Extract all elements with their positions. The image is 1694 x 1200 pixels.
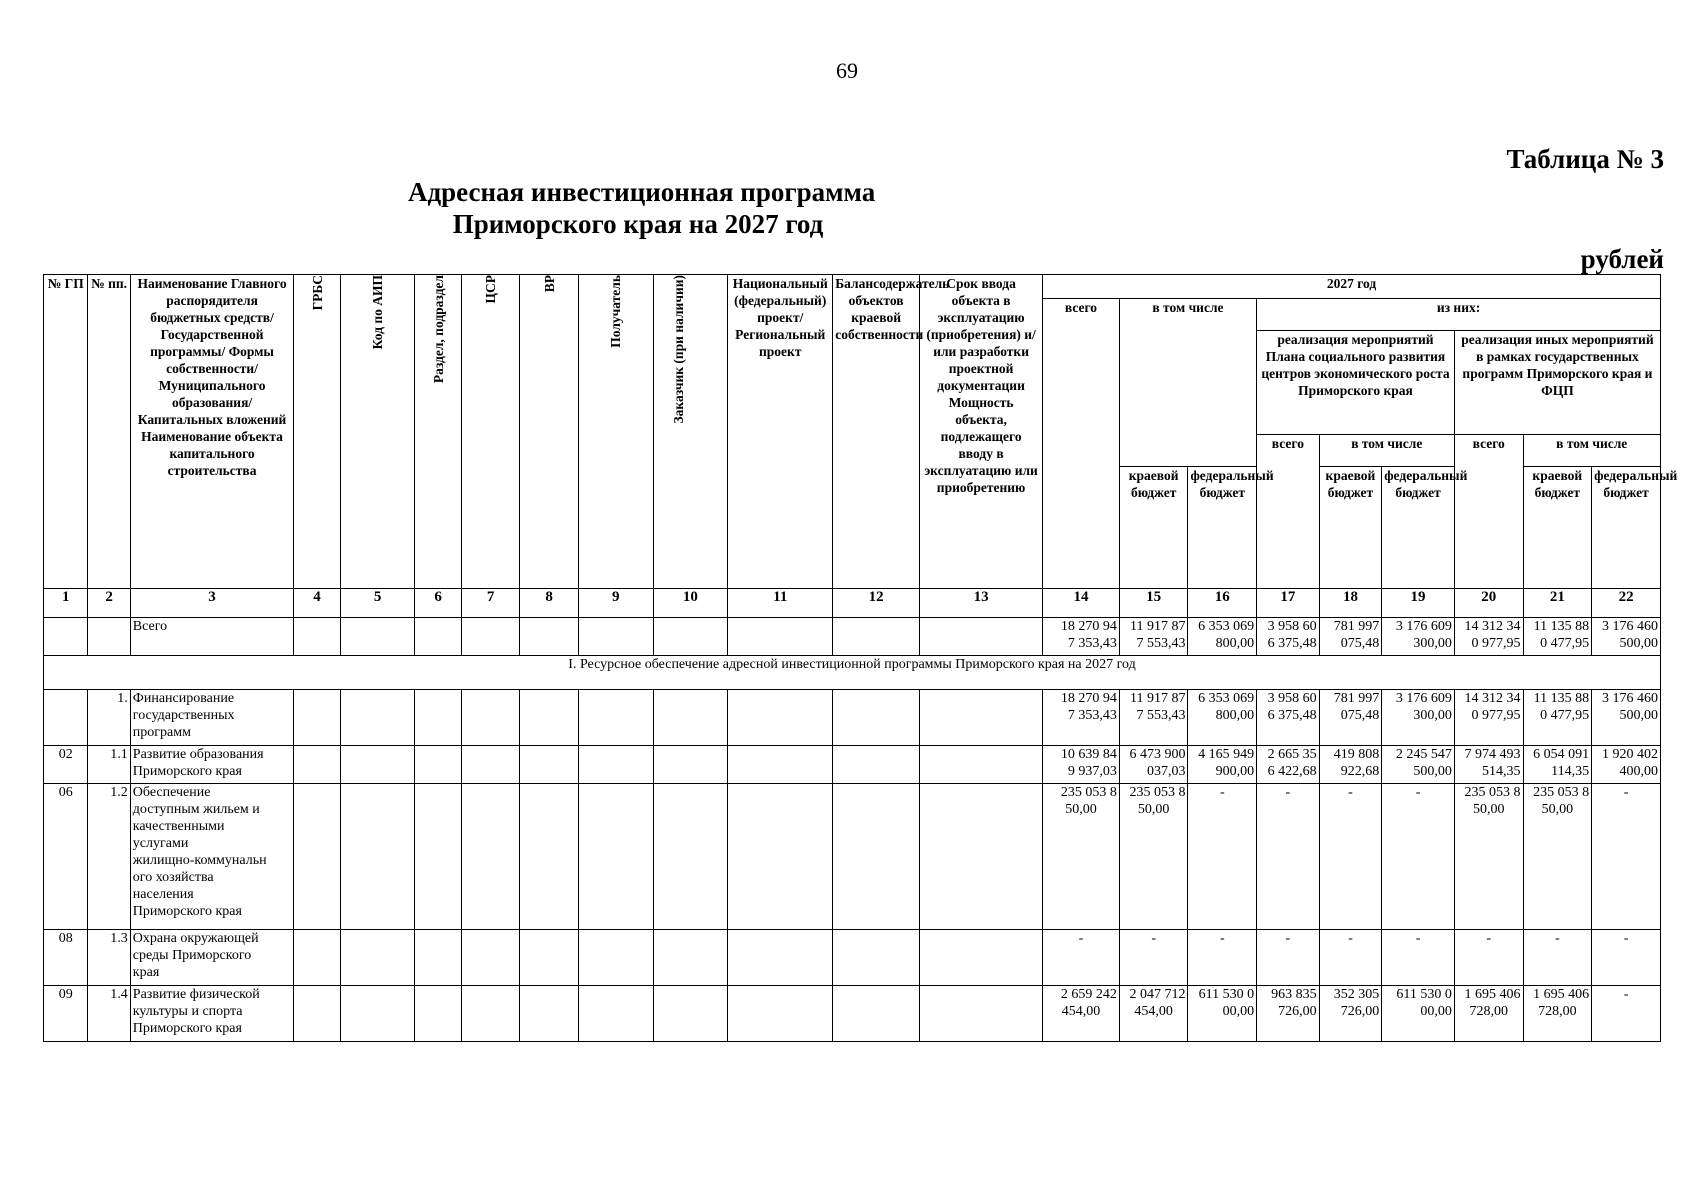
amount-cell: 352 305 726,00 xyxy=(1319,986,1382,1042)
col-number: 18 xyxy=(1319,589,1382,618)
header-other-including: в том числе xyxy=(1523,435,1661,467)
empty-value-cell: - xyxy=(1592,784,1661,930)
col-number: 13 xyxy=(920,589,1043,618)
col-number: 5 xyxy=(340,589,415,618)
title-line-2: Приморского края на 2027 год xyxy=(452,209,824,239)
amount-cell: 11 917 87 7 553,43 xyxy=(1119,618,1188,656)
table-row xyxy=(44,784,1661,930)
amount-cell: 10 639 84 9 937,03 xyxy=(1043,746,1120,784)
pp-cell: 1.2 xyxy=(88,784,130,930)
table-label: Таблица № 3 xyxy=(1506,144,1664,174)
pp-cell: 1. xyxy=(88,690,130,746)
header-aip-text: Код по АИП xyxy=(370,275,386,350)
pp-cell: 1.4 xyxy=(88,986,130,1042)
header-total: всего xyxy=(1043,299,1120,589)
col-number: 22 xyxy=(1592,589,1661,618)
header-csr xyxy=(461,275,520,589)
header-srok: Срок ввода объекта в эксплуатацию (приобретения) и/или разработки проектной документации Мощность объекта, подлежащего вводу в эксплуатацию или приобретению xyxy=(920,275,1043,589)
col-number: 8 xyxy=(520,589,579,618)
amount-cell: 781 997 075,48 xyxy=(1319,690,1382,746)
amount-cell: 2 047 712 454,00 xyxy=(1119,986,1188,1042)
header-grbs-text: ГРБС xyxy=(309,275,325,311)
empty-value-cell: - xyxy=(1043,930,1120,986)
col-number: 15 xyxy=(1119,589,1188,618)
amount-cell: 1 695 406 728,00 xyxy=(1523,986,1592,1042)
amount-cell: 235 053 8 50,00 xyxy=(1454,784,1523,930)
col-number: 1 xyxy=(44,589,88,618)
gp-cell: 06 xyxy=(44,784,88,930)
col-number: 9 xyxy=(578,589,653,618)
program-name: Развитие физической культуры и спорта Приморского края xyxy=(130,986,294,1042)
empty-value-cell: - xyxy=(1319,784,1382,930)
col-number: 11 xyxy=(728,589,833,618)
header-csr-text: ЦСР xyxy=(483,275,499,304)
program-name: Развитие образования Приморского края xyxy=(130,746,294,784)
header-vr xyxy=(520,275,579,589)
amount-cell: 6 054 091 114,35 xyxy=(1523,746,1592,784)
amount-cell: 2 665 35 6 422,68 xyxy=(1257,746,1320,784)
page-number: 69 xyxy=(836,58,858,83)
amount-cell: 2 659 242 454,00 xyxy=(1043,986,1120,1042)
amount-cell: 235 053 8 50,00 xyxy=(1523,784,1592,930)
empty-value-cell: - xyxy=(1382,784,1455,930)
amount-cell: 18 270 94 7 353,43 xyxy=(1043,618,1120,656)
col-number: 16 xyxy=(1188,589,1257,618)
header-zakazchik xyxy=(653,275,728,589)
amount-cell: 235 053 8 50,00 xyxy=(1119,784,1188,930)
header-year: 2027 год xyxy=(1043,275,1661,299)
header-of-them: из них: xyxy=(1257,299,1661,331)
investment-program-table xyxy=(43,274,1678,1042)
amount-cell: 3 176 609 300,00 xyxy=(1382,618,1455,656)
header-plan-regional: краевой бюджет xyxy=(1319,467,1382,589)
amount-cell: 11 917 87 7 553,43 xyxy=(1119,690,1188,746)
header-grbs xyxy=(294,275,340,589)
col-number: 12 xyxy=(833,589,920,618)
section-title: I. Ресурсное обеспечение адресной инвестиционной программы Приморского края на 2027 год xyxy=(44,656,1661,690)
amount-cell: 3 958 60 6 375,48 xyxy=(1257,690,1320,746)
table-row xyxy=(44,746,1661,784)
section-row xyxy=(44,656,1661,690)
header-poluchatel-text: Получатель xyxy=(608,275,624,348)
amount-cell: 1 920 402 400,00 xyxy=(1592,746,1661,784)
program-name: Финансирование государственных программ xyxy=(130,690,294,746)
gp-cell xyxy=(44,690,88,746)
col-number: 6 xyxy=(415,589,461,618)
header-regional-budget: краевой бюджет xyxy=(1119,467,1188,589)
amount-cell: 3 176 460 500,00 xyxy=(1592,690,1661,746)
header-other-total: всего xyxy=(1454,435,1523,589)
header-plan-including: в том числе xyxy=(1319,435,1454,467)
header-name: Наименование Главного распорядителя бюджетных средств/Государственной программы/ Формы собственности/Муниципального образования/Капитальных вложений Наименование объекта капитального строительства xyxy=(130,275,294,589)
empty-value-cell: - xyxy=(1592,930,1661,986)
col-number: 20 xyxy=(1454,589,1523,618)
amount-cell: 6 353 069 800,00 xyxy=(1188,690,1257,746)
amount-cell: 419 808 922,68 xyxy=(1319,746,1382,784)
amount-cell: 6 353 069 800,00 xyxy=(1188,618,1257,656)
table-row xyxy=(44,986,1661,1042)
total-row xyxy=(44,618,1661,656)
title-line-1: Адресная инвестиционная программа xyxy=(408,177,876,207)
units-label: рублей xyxy=(1580,244,1664,274)
gp-cell: 02 xyxy=(44,746,88,784)
amount-cell: 6 473 900 037,03 xyxy=(1119,746,1188,784)
header-natsproekt: Национальный (федеральный) проект/ Региональный проект xyxy=(728,275,833,589)
empty-value-cell: - xyxy=(1454,930,1523,986)
col-number: 21 xyxy=(1523,589,1592,618)
amount-cell: 11 135 88 0 477,95 xyxy=(1523,690,1592,746)
amount-cell: 3 176 460 500,00 xyxy=(1592,618,1661,656)
empty-value-cell: - xyxy=(1382,930,1455,986)
empty-value-cell: - xyxy=(1319,930,1382,986)
amount-cell: 963 835 726,00 xyxy=(1257,986,1320,1042)
amount-cell: 14 312 34 0 977,95 xyxy=(1454,690,1523,746)
column-numbers-row xyxy=(44,589,1661,618)
total-label: Всего xyxy=(130,618,294,656)
header-plan-total: всего xyxy=(1257,435,1320,589)
amount-cell: 3 176 609 300,00 xyxy=(1382,690,1455,746)
amount-cell: 2 245 547 500,00 xyxy=(1382,746,1455,784)
amount-cell: 235 053 8 50,00 xyxy=(1043,784,1120,930)
header-balans: Балансодержатель объектов краевой собственности xyxy=(833,275,920,589)
amount-cell: 11 135 88 0 477,95 xyxy=(1523,618,1592,656)
col-number: 10 xyxy=(653,589,728,618)
empty-value-cell: - xyxy=(1119,930,1188,986)
pp-cell: 1.1 xyxy=(88,746,130,784)
amount-cell: 611 530 0 00,00 xyxy=(1188,986,1257,1042)
header-razdel-text: Раздел, подраздел xyxy=(430,275,446,384)
empty-value-cell: - xyxy=(1188,784,1257,930)
header-poluchatel xyxy=(578,275,653,589)
header-including: в том числе xyxy=(1119,299,1256,467)
table-row xyxy=(44,930,1661,986)
empty-value-cell: - xyxy=(1257,930,1320,986)
table-row xyxy=(44,690,1661,746)
program-name: Охрана окружающей среды Приморского края xyxy=(130,930,294,986)
pp-cell: 1.3 xyxy=(88,930,130,986)
header-zakazchik-text: Заказчик (при наличии) xyxy=(671,275,687,424)
col-number: 2 xyxy=(88,589,130,618)
header-federal-budget: федеральный бюджет xyxy=(1188,467,1257,589)
gp-cell: 08 xyxy=(44,930,88,986)
col-number: 19 xyxy=(1382,589,1455,618)
col-number: 7 xyxy=(461,589,520,618)
header-vr-text: ВР xyxy=(541,275,557,293)
empty-value-cell: - xyxy=(1188,930,1257,986)
header-pp: № пп. xyxy=(88,275,130,589)
document-title xyxy=(408,176,876,240)
amount-cell: 781 997 075,48 xyxy=(1319,618,1382,656)
empty-value-cell: - xyxy=(1592,986,1661,1042)
amount-cell: 611 530 0 00,00 xyxy=(1382,986,1455,1042)
header-gp: № ГП xyxy=(44,275,88,589)
amount-cell: 4 165 949 900,00 xyxy=(1188,746,1257,784)
header-plan: реализация мероприятий Плана социального развития центров экономического роста Приморского края xyxy=(1257,331,1455,435)
header-other-federal: федеральный бюджет xyxy=(1592,467,1661,589)
amount-cell: 1 695 406 728,00 xyxy=(1454,986,1523,1042)
empty-value-cell: - xyxy=(1257,784,1320,930)
header-other-regional: краевой бюджет xyxy=(1523,467,1592,589)
amount-cell: 18 270 94 7 353,43 xyxy=(1043,690,1120,746)
col-number: 17 xyxy=(1257,589,1320,618)
amount-cell: 7 974 493 514,35 xyxy=(1454,746,1523,784)
col-number: 3 xyxy=(130,589,294,618)
amount-cell: 14 312 34 0 977,95 xyxy=(1454,618,1523,656)
amount-cell: 3 958 60 6 375,48 xyxy=(1257,618,1320,656)
header-other: реализация иных мероприятий в рамках государственных программ Приморского края и ФЦП xyxy=(1454,331,1660,435)
col-number: 4 xyxy=(294,589,340,618)
header-aip xyxy=(340,275,415,589)
program-name: Обеспечение доступным жильем и качественными услугами жилищно-коммунальн ого хозяйства населения Приморского края xyxy=(130,784,294,930)
header-plan-federal: федеральный бюджет xyxy=(1382,467,1455,589)
col-number: 14 xyxy=(1043,589,1120,618)
gp-cell: 09 xyxy=(44,986,88,1042)
header-razdel xyxy=(415,275,461,589)
empty-value-cell: - xyxy=(1523,930,1592,986)
